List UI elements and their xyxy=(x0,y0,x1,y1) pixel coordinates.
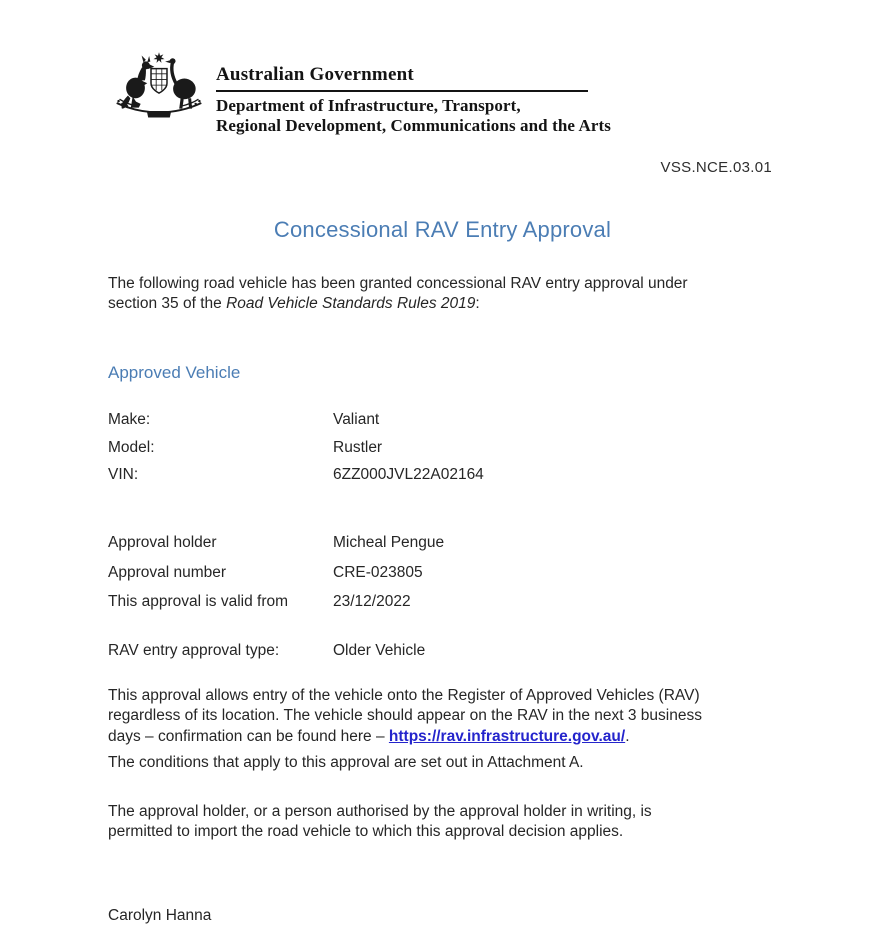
field-value: Micheal Pengue xyxy=(333,534,445,551)
field-row-approval-holder xyxy=(108,533,444,552)
vehicle-fields xyxy=(108,410,484,493)
field-label: RAV entry approval type: xyxy=(108,642,280,659)
rav-website-link[interactable]: https://rav.infrastructure.gov.au/ xyxy=(388,727,626,745)
government-name: Australian Government xyxy=(216,64,588,92)
rav-paragraph-line1: This approval allows entry of the vehicle onto the Register of Approved Vehicles (RAV) xyxy=(108,687,700,704)
field-row-approval-type xyxy=(108,641,425,660)
department-name-line2: Regional Development, Communications and the Arts xyxy=(216,115,611,135)
field-value: 23/12/2022 xyxy=(333,593,411,610)
conditions-paragraph: The conditions that apply to this approval are set out in Attachment A. xyxy=(108,754,584,771)
field-row-vin xyxy=(108,465,484,484)
rav-entry-paragraph xyxy=(108,686,798,747)
rav-paragraph-line2: regardless of its location. The vehicle should appear on the RAV in the next 3 business xyxy=(108,707,702,725)
intro-paragraph xyxy=(108,274,788,315)
field-label: Approval holder xyxy=(108,534,217,551)
department-name xyxy=(216,96,611,135)
field-row-make xyxy=(108,410,484,429)
approved-vehicle-heading: Approved Vehicle xyxy=(108,363,241,382)
intro-line2-suffix: : xyxy=(475,295,480,313)
intro-line1: The following road vehicle has been granted concessional RAV entry approval under xyxy=(108,275,688,292)
government-header-text xyxy=(216,64,611,135)
import-paragraph-line1: The approval holder, or a person authorised by the approval holder in writing, is xyxy=(108,803,652,820)
shield-icon xyxy=(151,69,167,93)
field-label: Approval number xyxy=(108,563,227,581)
kangaroo-icon xyxy=(122,56,155,109)
page-title: Concessional RAV Entry Approval xyxy=(273,217,612,242)
field-label: VIN: xyxy=(108,466,139,483)
field-value: Valiant xyxy=(333,411,380,428)
department-name-line1: Department of Infrastructure, Transport, xyxy=(216,96,521,115)
legislation-name: Road Vehicle Standards Rules 2019 xyxy=(226,295,476,313)
document-reference: VSS.NCE.03.01 xyxy=(660,159,772,176)
emu-icon xyxy=(165,58,196,108)
intro-line2 xyxy=(108,294,788,314)
field-row-model xyxy=(108,438,484,457)
field-value: Older Vehicle xyxy=(333,642,426,659)
field-label: Make: xyxy=(108,411,151,428)
field-row-valid-from xyxy=(108,592,444,611)
field-value: 6ZZ000JVL22A02164 xyxy=(333,466,484,483)
import-paragraph-line2: permitted to import the road vehicle to which this approval decision applies. xyxy=(108,823,624,841)
signature-name: Carolyn Hanna xyxy=(108,907,212,924)
government-header xyxy=(112,48,611,135)
field-value: CRE-023805 xyxy=(333,563,423,581)
approval-fields xyxy=(108,533,444,622)
commonwealth-star-icon xyxy=(153,52,164,63)
import-permission-paragraph xyxy=(108,802,798,843)
australian-coat-of-arms-icon xyxy=(112,48,206,126)
field-value: Rustler xyxy=(333,438,383,456)
rav-paragraph-line3 xyxy=(108,727,798,747)
field-row-approval-number xyxy=(108,563,444,582)
intro-line2-prefix: section 35 of the xyxy=(108,295,227,313)
field-label: This approval is valid from xyxy=(108,593,289,610)
rav-paragraph-line3-prefix: days – confirmation can be found here – xyxy=(108,727,389,745)
rav-paragraph-line3-suffix: . xyxy=(625,727,630,745)
field-label: Model: xyxy=(108,438,155,456)
